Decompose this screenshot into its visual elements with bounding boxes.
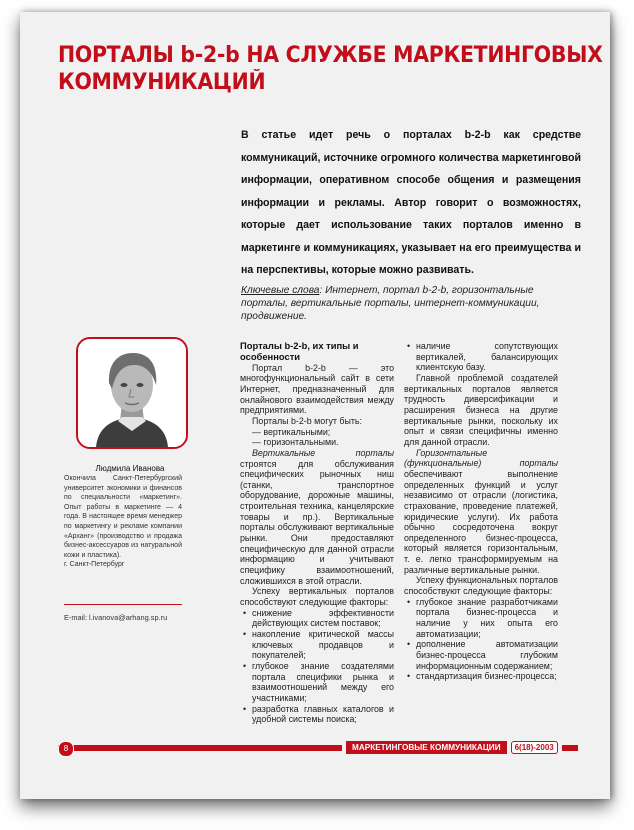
list-item: • стандартизация бизнес-процесса; [416, 671, 558, 682]
author-photo [76, 337, 188, 449]
page-number: 8 [58, 741, 74, 757]
list-item: • глубокое знание создателями портала специфики рынка и взаимоотношений между его участниками; [252, 661, 394, 704]
term-vertical-portals: Вертикальные порталы [252, 447, 394, 458]
list-item: • наличие сопутствующих вертикалей, балансирующих клиентскую базу. [416, 341, 558, 373]
text-column-2 [404, 341, 558, 682]
paragraph-text: строятся для обслуживания специфических рыночных ниш (станки, транспортное оборудование, дорожные машины, строительная техника, канцелярские товары и пр.). Вертикальные порталы обслуживают вертикальные рынки. Они предоставляют специфическую для данной отрасли информацию и учитывают специфику взаимоотношений, сложившихся в этой отрасли. [240, 458, 394, 586]
list-item: • разработка главных каталогов и удобной системы поиска; [252, 704, 394, 725]
functional-factors-list [404, 597, 558, 682]
paragraph: — горизонтальными. [252, 437, 339, 448]
paragraph: — вертикальными; [252, 426, 331, 437]
paragraph-text: обеспечивают выполнение определенных функций и услуг независимо от отрасли (логистика, страхование, проведение платежей, юридические услуги). Их работа обычно сосредоточена вокруг определенного бизнес-процесса, который является горизонтальным, т. е. легко трансформируемым на различные вертикальные рынки. [404, 468, 558, 575]
author-bio-text: Окончила Санкт-Петербургский университет экономики и финансов по специальности «маркетинг». Опыт работы в маркетинге — 4 года. В настоящее время менеджер по маркетингу и рекламе компании «Арханг» (производство и продажа бизнес-аксессуаров из натуральной кожи и пластика). [64, 475, 182, 559]
paragraph: Главной проблемой создателей вертикальных порталов является трудность диверсификации и расширения бизнеса на другие вертикальные рынки, поскольку их опыт и связи специфичны именно для данной отрасли. [404, 372, 558, 447]
article-abstract: В статье идет речь о порталах b-2-b как средстве коммуникаций, источнике огромного количества маркетинговой информации, оперативном способе общения и размещения информации и рекламы. Автор говорит о возможностях, которые дает использование таких порталов именно в маркетинге и коммуникациях, указывает на его преимущества и на перспективы, которые можно развивать. [241, 129, 581, 276]
paragraph [240, 448, 394, 587]
list-item: • накопление критической массы ключевых продавцов и покупателей; [252, 629, 394, 661]
list-item: • глубокое знание разработчиками портала бизнес-процесса и наличие у них опыта его автоматизации; [416, 597, 558, 640]
paragraph [404, 448, 558, 576]
author-divider [64, 604, 182, 605]
article-title [58, 42, 603, 96]
keywords-label: Ключевые слова [241, 285, 320, 296]
keywords [241, 284, 561, 323]
text-column-1 [240, 341, 394, 725]
list-item: • дополнение автоматизации бизнес-процесса глубоким информационным содержанием; [416, 639, 558, 671]
issue-number: 6(18)-2003 [511, 741, 558, 754]
paragraph: Успеху вертикальных порталов способствуют следующие факторы: [240, 586, 394, 608]
author-city: г. Санкт-Петербург [64, 561, 125, 569]
list-item: • снижение эффективности действующих систем поставок; [252, 608, 394, 629]
author-email: E-mail: l.ivanova@arhang.sp.ru [64, 613, 168, 622]
footer-journal [342, 740, 562, 755]
term-horizontal-portals: Горизонтальные (функциональные) порталы [404, 447, 558, 469]
paragraph: Порталы b-2-b могут быть: [252, 415, 363, 426]
paragraph: Портал b-2-b — это многофункциональный сайт в сети Интернет, предназначенный для онлайнового взаимодействия между предприятиями. [240, 362, 394, 416]
section-heading: Порталы b-2-b, их типы и особенности [240, 340, 359, 362]
journal-title: МАРКЕТИНГОВЫЕ КОММУНИКАЦИИ [346, 741, 507, 754]
keywords-text: : Интернет, портал b-2-b, горизонтальные порталы, вертикальные порталы, интернет-коммуникации, продвижение. [241, 285, 540, 322]
author-portrait-image [78, 339, 186, 447]
magazine-page [20, 12, 610, 799]
author-bio [64, 474, 182, 570]
article-title-line-2: КОММУНИКАЦИЙ [58, 70, 266, 95]
author-name: Людмила Иванова [95, 464, 165, 473]
paragraph: Успеху функциональных порталов способствуют следующие факторы: [404, 575, 558, 597]
success-factors-list [240, 608, 394, 725]
article-title-line-1: ПОРТАЛЫ b-2-b НА СЛУЖБЕ МАРКЕТИНГОВЫХ [58, 43, 603, 68]
success-factors-list-continued [404, 341, 558, 373]
